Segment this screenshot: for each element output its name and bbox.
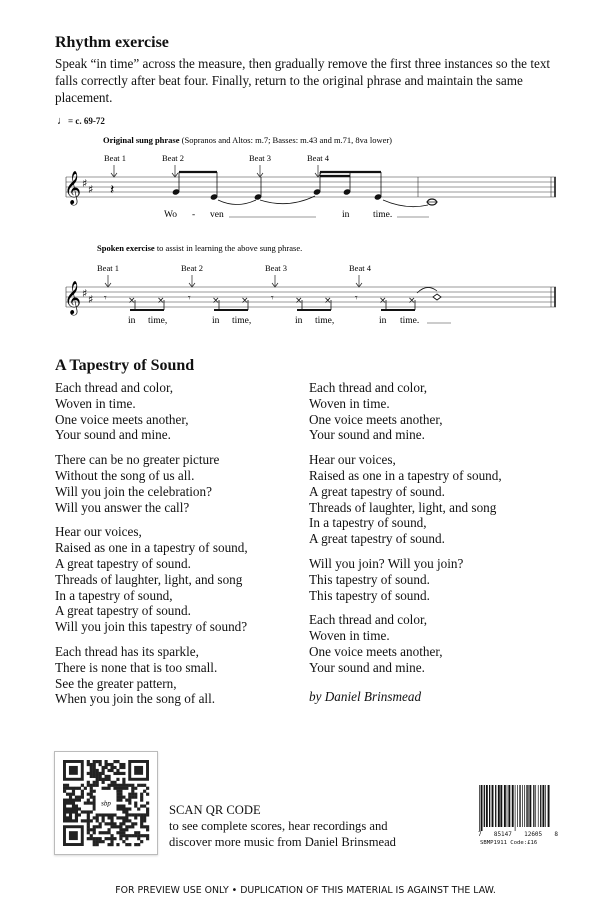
qr-line-1: to see complete scores, hear recordings and [169, 819, 388, 833]
quarter-rest-icon: 𝄽 [110, 182, 115, 198]
svg-text:×: × [408, 296, 416, 306]
svg-text:×: × [295, 296, 303, 306]
qr-code[interactable] [54, 751, 158, 855]
svg-text:×: × [157, 296, 165, 306]
qr-heading: SCAN QR CODE [169, 803, 261, 817]
sung-ties [218, 196, 428, 207]
spoken-beat-3: Beat 3 [265, 263, 287, 273]
poem-line: A great tapestry of sound. [309, 483, 445, 499]
poem-line: In a tapestry of sound, [55, 587, 173, 603]
sharp-icon: ♯ [88, 183, 94, 196]
spoken-lyric: time. [400, 316, 420, 326]
poem-byline: by Daniel Brinsmead [309, 688, 422, 704]
qr-code-graphic [55, 752, 157, 854]
poem-left-column [55, 380, 295, 716]
poem-line: Raised as one in a tapestry of sound, [309, 467, 502, 483]
spoken-lyrics [128, 316, 419, 326]
poem-line: Will you join the celebration? [55, 483, 212, 499]
eighth-rest-icon: 𝄾 [188, 293, 191, 304]
poem-line: Your sound and mine. [55, 427, 171, 443]
poem-line: Woven in time. [55, 395, 136, 411]
sung-caption-rest: (Sopranos and Altos: m.7; Basses: m.43 and m.71, 8va lower) [179, 135, 393, 145]
sung-beat-4: Beat 4 [307, 153, 329, 163]
spoken-caption-rest: to assist in learning the above sung phrase. [154, 243, 303, 253]
poem-line: A great tapestry of sound. [55, 555, 191, 571]
poem-line: When you join the song of all. [55, 691, 216, 707]
poem-line: Each thread and color, [309, 380, 428, 395]
poem-line: Threads of laughter, light, and song [55, 571, 243, 587]
barcode-digit: 85147 [493, 831, 512, 838]
poem-line: Will you join this tapestry of sound? [55, 619, 248, 635]
poem-line: Hear our voices, [309, 452, 396, 468]
treble-clef-icon: 𝄞 [64, 280, 82, 314]
poem-line: This tapestry of sound. [309, 587, 430, 603]
poem-line: Each thread and color, [55, 380, 174, 395]
svg-text:×: × [324, 296, 332, 306]
poem-line: Your sound and mine. [309, 659, 425, 675]
poem-line: Hear our voices, [55, 524, 142, 540]
music-notation [0, 0, 611, 350]
sung-lyrics [164, 210, 392, 220]
qr-call-to-action [169, 802, 396, 850]
qr-line-2: discover more music from Daniel Brinsmead [169, 835, 396, 849]
spoken-beat-labels [97, 263, 372, 273]
sharp-icon: ♯ [82, 177, 88, 190]
svg-text:×: × [241, 296, 249, 306]
poem-line: A great tapestry of sound. [55, 603, 191, 619]
poem-stanza [309, 612, 559, 675]
sung-beat-3: Beat 3 [249, 153, 271, 163]
barcode [475, 783, 555, 831]
spoken-beat-1: Beat 1 [97, 263, 119, 273]
poem-line: See the greater pattern, [55, 675, 177, 691]
barcode-digit: 12605 [524, 831, 543, 838]
poem-stanza [55, 380, 295, 443]
poem-title: A Tapestry of Sound [55, 357, 195, 374]
rhythm-instructions: Speak “in time” across the measure, then gradually remove the first three instances so the text falls correctly after beat four. Finally, return to the original phrase and maintain the same placement. [55, 56, 551, 105]
sung-beat-labels [104, 153, 330, 163]
sung-beat-1: Beat 1 [104, 153, 126, 163]
poem-line: Without the song of us all. [55, 467, 195, 483]
sung-lyric: time. [373, 210, 393, 220]
svg-text:×: × [212, 296, 220, 306]
eighth-rest-icon: 𝄾 [271, 293, 274, 304]
spoken-rests [104, 293, 358, 304]
spoken-notes [128, 287, 441, 310]
poem-line: Threads of laughter, light, and song [309, 499, 497, 515]
qr-logo: sbp [101, 799, 111, 808]
tempo-value: = c. 69-72 [68, 116, 105, 126]
product-code: SBMP1911 Code:£16 [480, 840, 538, 846]
sung-lyric: ven [210, 210, 224, 220]
spoken-lyric: in [128, 316, 136, 326]
spoken-caption [97, 243, 302, 253]
treble-clef-icon: 𝄞 [64, 170, 82, 204]
poem-stanza [55, 644, 295, 707]
sung-lyric: in [342, 210, 350, 220]
eighth-rest-icon: 𝄾 [104, 293, 107, 304]
svg-text:×: × [379, 296, 387, 306]
sharp-icon: ♯ [88, 293, 94, 306]
eighth-rest-icon: 𝄾 [355, 293, 358, 304]
spoken-staff-lines [66, 287, 556, 307]
poem-line: Each thread and color, [309, 612, 428, 628]
spoken-lyric: in [212, 316, 220, 326]
sung-lyric: - [192, 210, 196, 220]
poem-line: One voice meets another, [309, 643, 443, 659]
poem-line: Raised as one in a tapestry of sound, [55, 540, 248, 556]
sung-beat-2: Beat 2 [162, 153, 184, 163]
rhythm-exercise-title: Rhythm exercise [55, 34, 169, 51]
svg-text:×: × [128, 296, 136, 306]
poem-stanza [309, 380, 559, 443]
barcode-digit: 7 [478, 831, 482, 838]
poem-line: A great tapestry of sound. [309, 531, 445, 547]
spoken-caption-bold: Spoken exercise [97, 243, 155, 253]
poem-line: Woven in time. [309, 628, 390, 644]
poem-line: One voice meets another, [309, 411, 443, 427]
sung-caption [103, 135, 392, 145]
preview-footer: FOR PREVIEW USE ONLY • DUPLICATION OF THIS MATERIAL IS AGAINST THE LAW. [115, 885, 496, 896]
poem-line: There is none that is too small. [55, 659, 218, 675]
sung-staff-lines [66, 177, 556, 197]
poem-line: One voice meets another, [55, 411, 189, 427]
poem-line: In a tapestry of sound, [309, 515, 427, 531]
sharp-icon: ♯ [82, 287, 88, 300]
poem-line: Your sound and mine. [309, 427, 425, 443]
poem-line: Each thread has its sparkle, [55, 643, 199, 659]
barcode-digit: 8 [554, 831, 558, 838]
poem-stanza [309, 556, 559, 603]
poem-stanza [55, 452, 295, 515]
spoken-beat-arrows [105, 275, 362, 287]
spoken-lyric: time, [232, 316, 252, 326]
barcode-number [478, 831, 558, 838]
spoken-lyric: time, [315, 316, 335, 326]
poem-stanza [55, 524, 295, 635]
poem-stanza [309, 452, 559, 547]
poem-line: Will you answer the call? [55, 499, 190, 515]
sung-lyric: Wo [164, 210, 177, 220]
poem-line: Woven in time. [309, 395, 390, 411]
poem-line: This tapestry of sound. [309, 571, 430, 587]
sung-caption-bold: Original sung phrase [103, 135, 180, 145]
spoken-lyric: time, [148, 316, 168, 326]
poem-line: There can be no greater picture [55, 452, 220, 468]
quarter-note-icon: ♩ [57, 115, 68, 127]
spoken-beat-4: Beat 4 [349, 263, 371, 273]
spoken-lyric: in [295, 316, 303, 326]
spoken-beat-2: Beat 2 [181, 263, 203, 273]
poem-line: Will you join? Will you join? [309, 555, 464, 571]
spoken-lyric: in [379, 316, 387, 326]
poem-right-column [309, 380, 559, 704]
